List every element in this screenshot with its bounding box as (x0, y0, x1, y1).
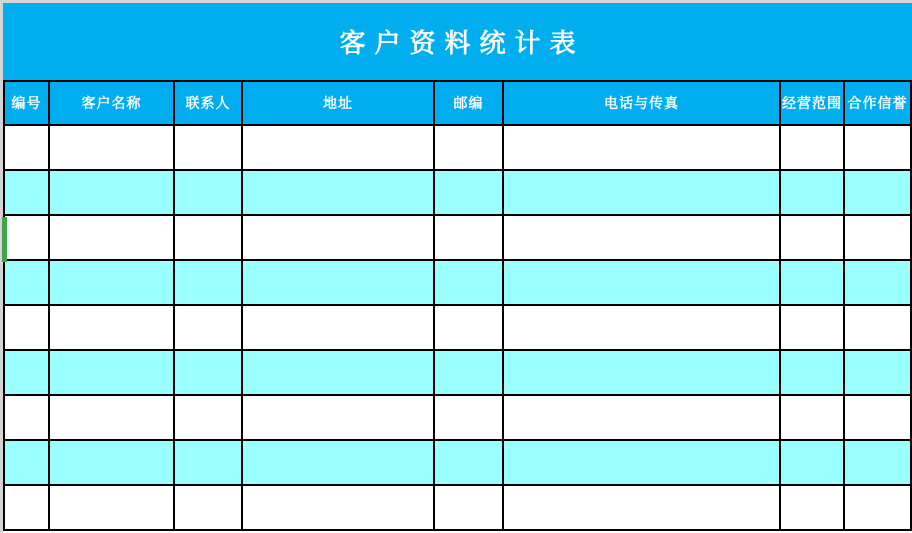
table-cell[interactable] (50, 216, 175, 259)
table-cell[interactable] (50, 486, 175, 529)
table-title: 客户资料统计表 (3, 3, 912, 82)
column-header-customer-name[interactable]: 客户名称 (50, 82, 175, 124)
customer-table (3, 82, 912, 531)
table-cell[interactable] (175, 216, 243, 259)
table-cell[interactable] (781, 261, 845, 304)
table-cell[interactable] (435, 306, 504, 349)
table-cell[interactable] (435, 351, 504, 394)
table-cell[interactable] (845, 306, 910, 349)
table-cell[interactable] (175, 441, 243, 484)
table-cell[interactable] (243, 216, 435, 259)
table-cell[interactable] (781, 396, 845, 439)
table-cell[interactable] (504, 351, 781, 394)
table-cell[interactable] (435, 126, 504, 169)
table-cell[interactable] (845, 126, 910, 169)
table-cell[interactable] (435, 171, 504, 214)
table-cell[interactable] (5, 126, 50, 169)
table-cell[interactable] (5, 351, 50, 394)
table-cell[interactable] (845, 486, 910, 529)
table-cell[interactable] (5, 396, 50, 439)
table-cell[interactable] (243, 171, 435, 214)
table-cell[interactable] (504, 306, 781, 349)
table-row (5, 441, 910, 486)
table-cell[interactable] (243, 126, 435, 169)
table-cell[interactable] (781, 351, 845, 394)
table-cell[interactable] (845, 351, 910, 394)
table-cell[interactable] (175, 126, 243, 169)
table-cell[interactable] (50, 126, 175, 169)
table-cell[interactable] (243, 396, 435, 439)
table-cell[interactable] (50, 306, 175, 349)
table-cell[interactable] (243, 261, 435, 304)
table-cell[interactable] (504, 486, 781, 529)
column-header-number[interactable]: 编号 (5, 82, 50, 124)
table-cell[interactable] (175, 396, 243, 439)
table-row (5, 126, 910, 171)
table-cell[interactable] (845, 171, 910, 214)
table-row (5, 486, 910, 531)
table-cell[interactable] (435, 486, 504, 529)
table-body (5, 126, 910, 531)
table-cell[interactable] (781, 486, 845, 529)
table-cell[interactable] (845, 261, 910, 304)
table-cell[interactable] (50, 351, 175, 394)
table-cell[interactable] (781, 306, 845, 349)
table-cell[interactable] (504, 441, 781, 484)
table-cell[interactable] (504, 126, 781, 169)
table-cell[interactable] (243, 351, 435, 394)
table-cell[interactable] (50, 441, 175, 484)
table-row (5, 261, 910, 306)
table-cell[interactable] (504, 261, 781, 304)
column-header-phone-fax[interactable]: 电话与传真 (504, 82, 781, 124)
table-cell[interactable] (50, 396, 175, 439)
table-cell[interactable] (50, 171, 175, 214)
table-row (5, 351, 910, 396)
table-cell[interactable] (5, 306, 50, 349)
table-cell[interactable] (781, 216, 845, 259)
table-cell[interactable] (243, 486, 435, 529)
table-cell[interactable] (175, 351, 243, 394)
table-cell[interactable] (781, 441, 845, 484)
table-cell[interactable] (845, 441, 910, 484)
selection-marker (2, 217, 7, 262)
table-cell[interactable] (5, 261, 50, 304)
table-cell[interactable] (435, 441, 504, 484)
table-cell[interactable] (5, 486, 50, 529)
table-cell[interactable] (781, 171, 845, 214)
table-cell[interactable] (175, 306, 243, 349)
column-header-contact-person[interactable]: 联系人 (175, 82, 243, 124)
table-cell[interactable] (845, 216, 910, 259)
table-cell[interactable] (175, 171, 243, 214)
table-cell[interactable] (175, 261, 243, 304)
table-row (5, 306, 910, 351)
column-header-cooperation-credit[interactable]: 合作信誉 (847, 96, 908, 112)
table-row (5, 396, 910, 441)
table-cell[interactable] (243, 441, 435, 484)
column-header-postal-code[interactable]: 邮编 (435, 82, 504, 124)
table-cell[interactable] (435, 396, 504, 439)
table-row (5, 216, 910, 261)
table-cell[interactable] (504, 396, 781, 439)
table-cell[interactable] (5, 216, 50, 259)
table-cell[interactable] (504, 216, 781, 259)
table-cell[interactable] (781, 126, 845, 169)
table-row (5, 171, 910, 216)
table-cell[interactable] (5, 441, 50, 484)
table-cell[interactable] (504, 171, 781, 214)
table-cell[interactable] (845, 396, 910, 439)
table-cell[interactable] (243, 306, 435, 349)
table-cell[interactable] (435, 261, 504, 304)
table-cell[interactable] (175, 486, 243, 529)
table-cell[interactable] (5, 171, 50, 214)
table-cell[interactable] (435, 216, 504, 259)
column-header-business-scope[interactable]: 经营范围 (781, 82, 845, 124)
table-header-row (5, 82, 910, 126)
table-cell[interactable] (50, 261, 175, 304)
column-header-address[interactable]: 地址 (243, 82, 435, 124)
